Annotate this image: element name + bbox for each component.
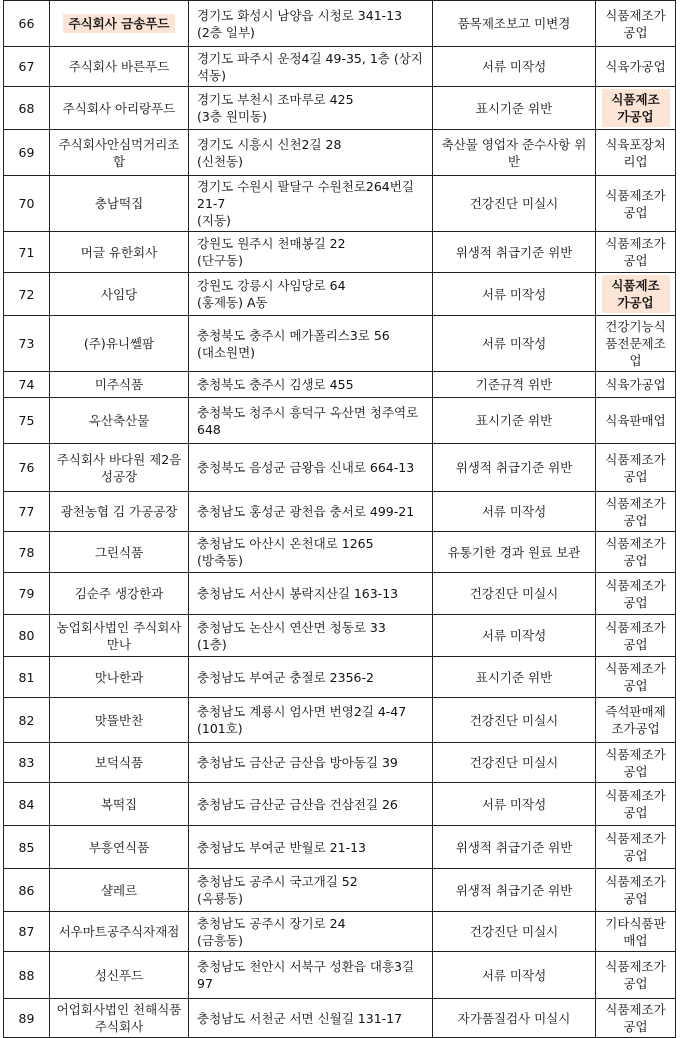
violation-cell: 서류 미작성 <box>433 316 596 372</box>
business-name: 부흥연식품 <box>88 839 150 855</box>
address-cell <box>189 532 433 573</box>
violation-cell: 건강진단 미실시 <box>433 698 596 743</box>
business-type-cell <box>596 444 676 492</box>
address-cell <box>189 130 433 176</box>
address-line-1: 충청남도 공주시 국고개길 52 <box>197 874 358 889</box>
address-cell <box>189 1 433 47</box>
business-type: 식육판매업 <box>605 413 666 428</box>
table-body <box>4 1 676 1038</box>
table-row <box>4 47 676 87</box>
row-number: 67 <box>4 47 50 87</box>
address-cell <box>189 698 433 743</box>
row-number: 86 <box>4 869 50 912</box>
row-number: 84 <box>4 783 50 826</box>
address-line-2: (3층 원미동) <box>197 109 267 124</box>
table-row <box>4 87 676 130</box>
address-line-1: 충청남도 공주시 장기로 24 <box>197 915 346 931</box>
table-row <box>4 657 676 698</box>
business-name: 복떡집 <box>100 796 138 812</box>
address-line-2: (홍제동) A동 <box>197 295 268 310</box>
business-type-cell <box>596 372 676 398</box>
business-name: 사임당 <box>100 286 138 302</box>
table-row <box>4 316 676 372</box>
row-number: 78 <box>4 532 50 573</box>
address-cell <box>189 952 433 999</box>
address-line-1: 충청북도 음성군 금왕읍 신내로 664-13 <box>197 460 415 475</box>
table-row <box>4 869 676 912</box>
business-name-cell <box>50 444 189 492</box>
row-number: 87 <box>4 912 50 952</box>
address-line-2: (1층) <box>197 636 227 652</box>
address-cell <box>189 492 433 532</box>
business-type-cell <box>596 176 676 232</box>
violation-cell: 품목제조보고 미변경 <box>433 1 596 47</box>
business-name-cell <box>50 1 189 47</box>
address-line-1: 충청남도 금산군 금산읍 건삼전길 26 <box>197 796 398 812</box>
business-type: 식품제조가공업 <box>602 275 670 313</box>
table-row <box>4 615 676 657</box>
business-name-cell <box>50 398 189 444</box>
address-cell <box>189 912 433 952</box>
violation-cell: 표시기준 위반 <box>433 87 596 130</box>
business-type: 식품제조가공업 <box>605 661 666 693</box>
table-row <box>4 398 676 444</box>
row-number: 88 <box>4 952 50 999</box>
row-number: 77 <box>4 492 50 532</box>
business-type: 식품제조가공업 <box>602 89 670 127</box>
row-number: 66 <box>4 1 50 47</box>
business-name-cell <box>50 912 189 952</box>
table-row <box>4 532 676 573</box>
business-name: 충남떡집 <box>94 196 144 211</box>
address-line-1: 충청남도 부여군 반월로 21-13 <box>197 839 366 855</box>
address-line-1: 충청북도 충주시 김생로 455 <box>197 377 354 392</box>
business-type-cell <box>596 130 676 176</box>
business-name: 맛뜰반찬 <box>94 712 144 728</box>
address-line-1: 충청북도 충주시 메가폴리스3로 56 <box>197 327 390 343</box>
address-cell <box>189 232 433 273</box>
address-cell <box>189 869 433 912</box>
business-name-cell <box>50 273 189 316</box>
address-line-1: 경기도 부천시 조마루로 425 <box>197 92 354 107</box>
business-name: 샬레르 <box>100 882 138 898</box>
business-name-cell <box>50 130 189 176</box>
business-name-cell <box>50 176 189 232</box>
address-line-1: 충청남도 계룡시 엄사면 번영2길 4-47 <box>197 704 407 719</box>
business-type: 기타식품판매업 <box>605 915 666 948</box>
business-type-cell <box>596 783 676 826</box>
address-cell <box>189 999 433 1038</box>
business-type-cell <box>596 573 676 615</box>
row-number: 80 <box>4 615 50 657</box>
address-line-2: (금흥동) <box>197 932 243 948</box>
address-cell <box>189 47 433 87</box>
address-cell <box>189 444 433 492</box>
business-type: 식육가공업 <box>605 59 666 74</box>
violation-cell: 서류 미작성 <box>433 47 596 87</box>
business-name-cell <box>50 47 189 87</box>
business-name: 성신푸드 <box>94 967 144 983</box>
address-line-1: 충청남도 부여군 충절로 2356-2 <box>197 669 374 685</box>
business-type-cell <box>596 232 676 273</box>
address-line-1: 경기도 화성시 남양읍 시청로 341-13 <box>197 7 403 23</box>
business-name: 맛나한과 <box>94 669 144 685</box>
row-number: 74 <box>4 372 50 398</box>
business-name-cell <box>50 869 189 912</box>
business-type-cell <box>596 657 676 698</box>
address-cell <box>189 273 433 316</box>
row-number: 89 <box>4 999 50 1038</box>
business-type: 식육가공업 <box>605 377 666 392</box>
row-number: 81 <box>4 657 50 698</box>
business-name-cell <box>50 232 189 273</box>
address-cell <box>189 615 433 657</box>
business-name: 농업회사법인 주식회사 만나 <box>56 619 182 652</box>
violation-cell: 표시기준 위반 <box>433 398 596 444</box>
business-type: 식품제조가공업 <box>605 7 666 40</box>
business-type: 식품제조가공업 <box>605 619 666 652</box>
business-name-cell <box>50 615 189 657</box>
business-name: 김순주 생강한과 <box>74 586 164 601</box>
address-line-1: 경기도 수원시 팔달구 수원천로264번길 21-7 <box>197 179 414 211</box>
violation-cell: 서류 미작성 <box>433 615 596 657</box>
violation-cell: 유통기한 경과 원료 보관 <box>433 532 596 573</box>
table-row <box>4 130 676 176</box>
business-name-cell <box>50 952 189 999</box>
row-number: 70 <box>4 176 50 232</box>
address-cell <box>189 783 433 826</box>
row-number: 76 <box>4 444 50 492</box>
business-type-cell <box>596 273 676 316</box>
address-cell <box>189 657 433 698</box>
violations-table <box>3 0 676 1038</box>
violation-cell: 서류 미작성 <box>433 273 596 316</box>
address-line-1: 강원도 강릉시 사임당로 64 <box>197 278 346 293</box>
address-cell <box>189 826 433 869</box>
violation-cell: 축산물 영업자 준수사항 위반 <box>433 130 596 176</box>
business-name-cell <box>50 532 189 573</box>
violation-cell: 자가품질검사 미실시 <box>433 999 596 1038</box>
table-row <box>4 1 676 47</box>
table-row <box>4 573 676 615</box>
business-type-cell <box>596 999 676 1038</box>
address-line-1: 경기도 시흥시 신천2길 28 <box>197 136 342 152</box>
address-line-2: (방축동) <box>197 553 243 568</box>
business-name-cell <box>50 999 189 1038</box>
address-line-2: (101호) <box>197 721 243 736</box>
address-line-1: 충청남도 논산시 연산면 청동로 33 <box>197 619 386 635</box>
violation-cell: 위생적 취급기준 위반 <box>433 232 596 273</box>
business-type-cell <box>596 869 676 912</box>
address-cell <box>189 176 433 232</box>
row-number: 71 <box>4 232 50 273</box>
business-name: 주식회사 금송푸드 <box>63 14 176 33</box>
business-type-cell <box>596 698 676 743</box>
address-cell <box>189 87 433 130</box>
business-type: 식품제조가공업 <box>605 874 666 906</box>
business-name-cell <box>50 743 189 783</box>
business-type: 식품제조가공업 <box>605 746 666 779</box>
business-type-cell <box>596 47 676 87</box>
business-type: 식품제조가공업 <box>605 451 666 484</box>
violation-cell: 위생적 취급기준 위반 <box>433 444 596 492</box>
table-row <box>4 912 676 952</box>
business-type: 식품제조가공업 <box>605 187 666 220</box>
address-line-2: (옥룡동) <box>197 891 243 906</box>
row-number: 82 <box>4 698 50 743</box>
business-type-cell <box>596 1 676 47</box>
table-row <box>4 372 676 398</box>
row-number: 83 <box>4 743 50 783</box>
business-type: 식품제조가공업 <box>605 1002 666 1034</box>
address-line-2: (지동) <box>197 213 231 228</box>
business-type-cell <box>596 492 676 532</box>
address-line-1: 충청남도 서천군 서면 신월길 131-17 <box>197 1010 403 1026</box>
address-line-2: (대소원면) <box>197 344 256 360</box>
business-name: 보덕식품 <box>94 755 144 770</box>
business-name-cell <box>50 657 189 698</box>
row-number: 85 <box>4 826 50 869</box>
business-name-cell <box>50 783 189 826</box>
address-line-1: 경기도 파주시 운정4길 49-35, 1층 (상지석동) <box>197 50 423 83</box>
business-name: 주식회사 바른푸드 <box>68 59 170 74</box>
business-type-cell <box>596 87 676 130</box>
business-type: 식품제조가공업 <box>605 831 666 863</box>
table-row <box>4 783 676 826</box>
business-name: 어업회사법인 천해식품주식회사 <box>56 1002 182 1034</box>
business-type: 식품제조가공업 <box>605 536 666 568</box>
business-type: 즉석판매제조가공업 <box>605 704 666 736</box>
violation-cell: 건강진단 미실시 <box>433 176 596 232</box>
business-type: 식육포장처리업 <box>605 136 666 169</box>
table-row <box>4 826 676 869</box>
violation-cell: 서류 미작성 <box>433 492 596 532</box>
business-name: 미주식품 <box>94 377 144 392</box>
address-line-1: 강원도 원주시 천매봉길 22 <box>197 236 346 251</box>
address-line-1: 충청남도 금산군 금산읍 방아동길 39 <box>197 755 398 770</box>
table-row <box>4 492 676 532</box>
table-row <box>4 952 676 999</box>
address-line-1: 충청남도 천안시 서북구 성환읍 대흥3길 97 <box>197 959 415 991</box>
violation-cell: 건강진단 미실시 <box>433 573 596 615</box>
address-cell <box>189 316 433 372</box>
address-cell <box>189 743 433 783</box>
table-row <box>4 176 676 232</box>
row-number: 68 <box>4 87 50 130</box>
violation-cell: 서류 미작성 <box>433 783 596 826</box>
address-line-2: (2층 일부) <box>197 24 255 40</box>
address-cell <box>189 573 433 615</box>
address-line-2: (단구동) <box>197 253 243 268</box>
business-type-cell <box>596 398 676 444</box>
business-type: 식품제조가공업 <box>605 577 666 610</box>
violation-cell: 위생적 취급기준 위반 <box>433 826 596 869</box>
business-name: 주식회사안심먹거리조합 <box>58 136 180 169</box>
business-type: 식품제조가공업 <box>605 788 666 820</box>
violation-cell: 기준규격 위반 <box>433 372 596 398</box>
business-name: 주식회사 바다원 제2음성공장 <box>56 451 182 484</box>
business-name: 광천농협 김 가공공장 <box>60 504 178 519</box>
business-name: 머글 유한회사 <box>80 244 158 260</box>
business-name-cell <box>50 573 189 615</box>
address-line-1: 충청남도 홍성군 광천읍 충서로 499-21 <box>197 504 415 519</box>
business-type: 식품제조가공업 <box>605 495 666 528</box>
table-row <box>4 232 676 273</box>
business-type-cell <box>596 952 676 999</box>
table-row <box>4 999 676 1038</box>
table-row <box>4 743 676 783</box>
table-row <box>4 273 676 316</box>
business-name-cell <box>50 316 189 372</box>
table-row <box>4 698 676 743</box>
address-cell <box>189 398 433 444</box>
business-name: 옥산축산물 <box>88 413 150 428</box>
business-type-cell <box>596 826 676 869</box>
business-type: 식품제조가공업 <box>605 236 666 268</box>
row-number: 75 <box>4 398 50 444</box>
business-type-cell <box>596 743 676 783</box>
business-type-cell <box>596 532 676 573</box>
business-type: 식품제조가공업 <box>605 959 666 991</box>
row-number: 73 <box>4 316 50 372</box>
business-name-cell <box>50 372 189 398</box>
business-name: 주식회사 아리랑푸드 <box>62 100 176 116</box>
table-row <box>4 444 676 492</box>
address-line-1: 충청남도 아산시 온천대로 1265 <box>197 536 374 551</box>
business-name-cell <box>50 492 189 532</box>
row-number: 79 <box>4 573 50 615</box>
business-name: 그린식품 <box>94 544 144 560</box>
business-name: 서우마트공주식자재점 <box>58 924 180 939</box>
violation-cell: 서류 미작성 <box>433 952 596 999</box>
business-name-cell <box>50 698 189 743</box>
address-line-2: (신천동) <box>197 153 243 169</box>
business-type-cell <box>596 912 676 952</box>
business-name: (주)유니쎌팜 <box>83 336 155 351</box>
row-number: 69 <box>4 130 50 176</box>
business-type: 건강기능식품전문제조업 <box>605 319 666 368</box>
violation-cell: 건강진단 미실시 <box>433 743 596 783</box>
address-line-1: 충청북도 청주시 흥덕구 옥산면 청주역로 648 <box>197 404 419 437</box>
address-cell <box>189 372 433 398</box>
business-name-cell <box>50 87 189 130</box>
address-line-1: 충청남도 서산시 봉락지산길 163-13 <box>197 586 399 601</box>
business-type-cell <box>596 316 676 372</box>
violation-cell: 표시기준 위반 <box>433 657 596 698</box>
violation-cell: 위생적 취급기준 위반 <box>433 869 596 912</box>
business-name-cell <box>50 826 189 869</box>
row-number: 72 <box>4 273 50 316</box>
violation-cell: 건강진단 미실시 <box>433 912 596 952</box>
business-type-cell <box>596 615 676 657</box>
